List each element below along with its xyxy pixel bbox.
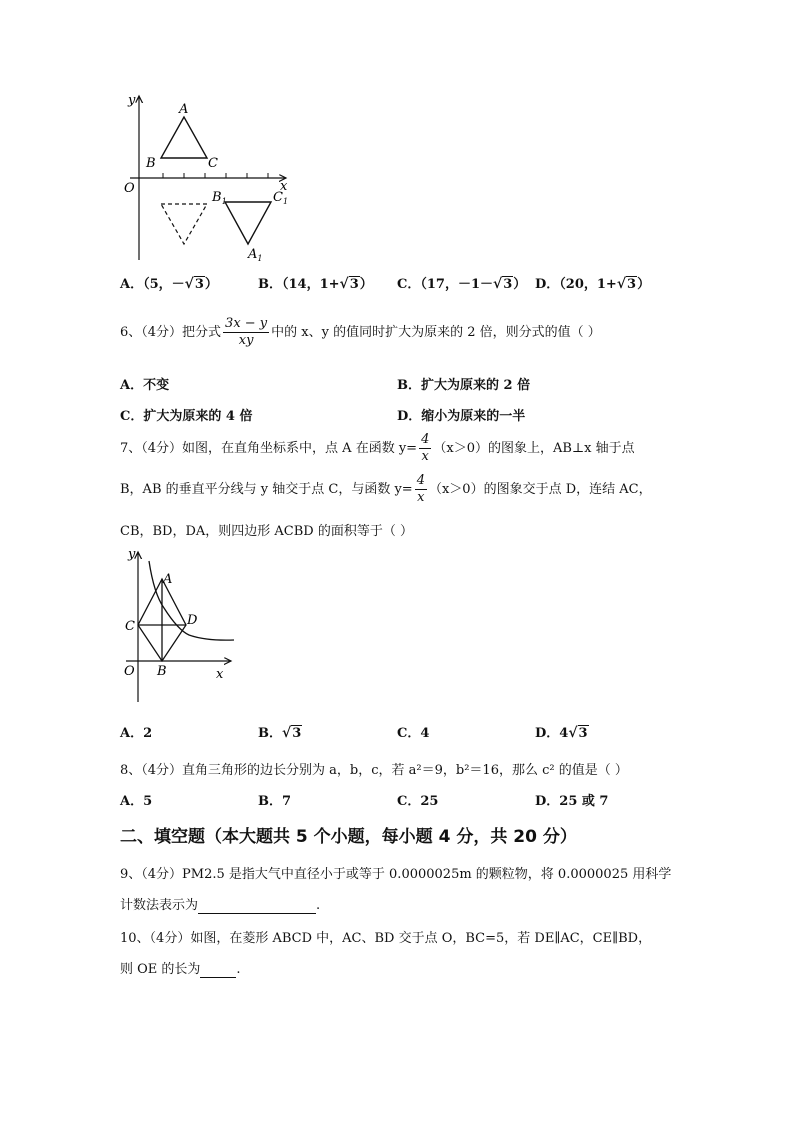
label-c1: $C_1$ — [273, 190, 289, 206]
q6-fraction: $\frac{3x - y}{xy}$ — [225, 316, 268, 348]
triangle-abc — [161, 117, 207, 158]
q6-option-b[interactable]: B．扩大为原来的 2 倍 — [397, 378, 531, 393]
q7-line-1: 7、（4分）如图，在直角坐标系中，点 A 在函数 y= $\frac{4}{x}$ （x＞0）的图象上，AB⊥x 轴于点 — [120, 432, 635, 464]
label-o: O — [124, 181, 135, 196]
q6-option-c[interactable]: C．扩大为原来的 4 倍 — [120, 409, 253, 424]
q5-option-a[interactable]: A．（5，－√3） — [120, 276, 218, 292]
label-y: y — [128, 93, 136, 108]
label-x: x — [280, 179, 288, 194]
label-o: O — [124, 664, 135, 679]
section-heading: 二、填空题（本大题共 5 个小题，每小题 4 分，共 20 分） — [120, 827, 577, 847]
q10-answer-blank[interactable] — [200, 962, 236, 978]
triangle-dashed — [161, 204, 207, 244]
triangle-a1b1c1 — [225, 202, 271, 244]
label-b: B — [157, 664, 167, 679]
q7-option-d[interactable]: D．4√3 — [535, 725, 588, 741]
q8-stem: 8、（4分）直角三角形的边长分别为 a，b，c，若 a²＝9，b²＝16，那么 c² 的值是（ ） — [120, 763, 628, 778]
label-c: C — [208, 156, 218, 171]
q6-stem: 6、（4分）把分式 $\frac{3x - y}{xy}$ 中的 x、y 的值同时扩大为原来的 2 倍，则分式的值（ ） — [120, 316, 601, 348]
q6-option-a[interactable]: A．不变 — [120, 378, 170, 393]
label-a: A — [163, 572, 173, 587]
q8-option-a[interactable]: A．5 — [120, 794, 153, 809]
q8-option-b[interactable]: B．7 — [258, 794, 292, 809]
q9-line-2: 计数法表示为 . — [120, 898, 321, 913]
label-x: x — [216, 667, 224, 682]
q5-option-b[interactable]: B．（14，1+√3） — [258, 276, 373, 292]
q8-option-c[interactable]: C．25 — [397, 794, 439, 809]
label-a: A — [179, 102, 189, 117]
label-c: C — [125, 619, 135, 634]
q10-line-2: 则 OE 的长为 . — [120, 962, 241, 977]
label-a1: $A_1$ — [248, 247, 263, 263]
q7-figure — [116, 544, 246, 704]
q6-option-d[interactable]: D．缩小为原来的一半 — [397, 409, 526, 424]
label-y: y — [128, 547, 136, 562]
q7-option-c[interactable]: C．4 — [397, 726, 430, 741]
q7-option-b[interactable]: B．√3 — [258, 725, 302, 741]
q5-option-c[interactable]: C．（17，－1－√3） — [397, 276, 527, 292]
label-b: B — [146, 156, 156, 171]
label-b1: $B_1$ — [212, 190, 227, 206]
q10-line-1: 10、（4分）如图，在菱形 ABCD 中，AC、BD 交于点 O，BC=5，若 DE∥AC，CE∥BD， — [120, 931, 652, 946]
q7-option-a[interactable]: A．2 — [120, 726, 153, 741]
q7-line-3: CB，BD，DA，则四边形 ACBD 的面积等于（ ） — [120, 524, 413, 539]
q9-line-1: 9、（4分）PM2.5 是指大气中直径小于或等于 0.0000025m 的颗粒物，将 0.0000025 用科学 — [120, 867, 672, 882]
q5-figure — [116, 92, 306, 264]
q9-answer-blank[interactable] — [198, 898, 316, 914]
q5-option-d[interactable]: D．（20，1+√3） — [535, 276, 651, 292]
q7-line-2: B，AB 的垂直平分线与 y 轴交于点 C，与函数 y= $\frac{4}{x}$ （x＞0）的图象交于点 D，连结 AC， — [120, 473, 652, 505]
label-d: D — [187, 613, 198, 628]
q8-option-d[interactable]: D．25 或 7 — [535, 794, 609, 809]
